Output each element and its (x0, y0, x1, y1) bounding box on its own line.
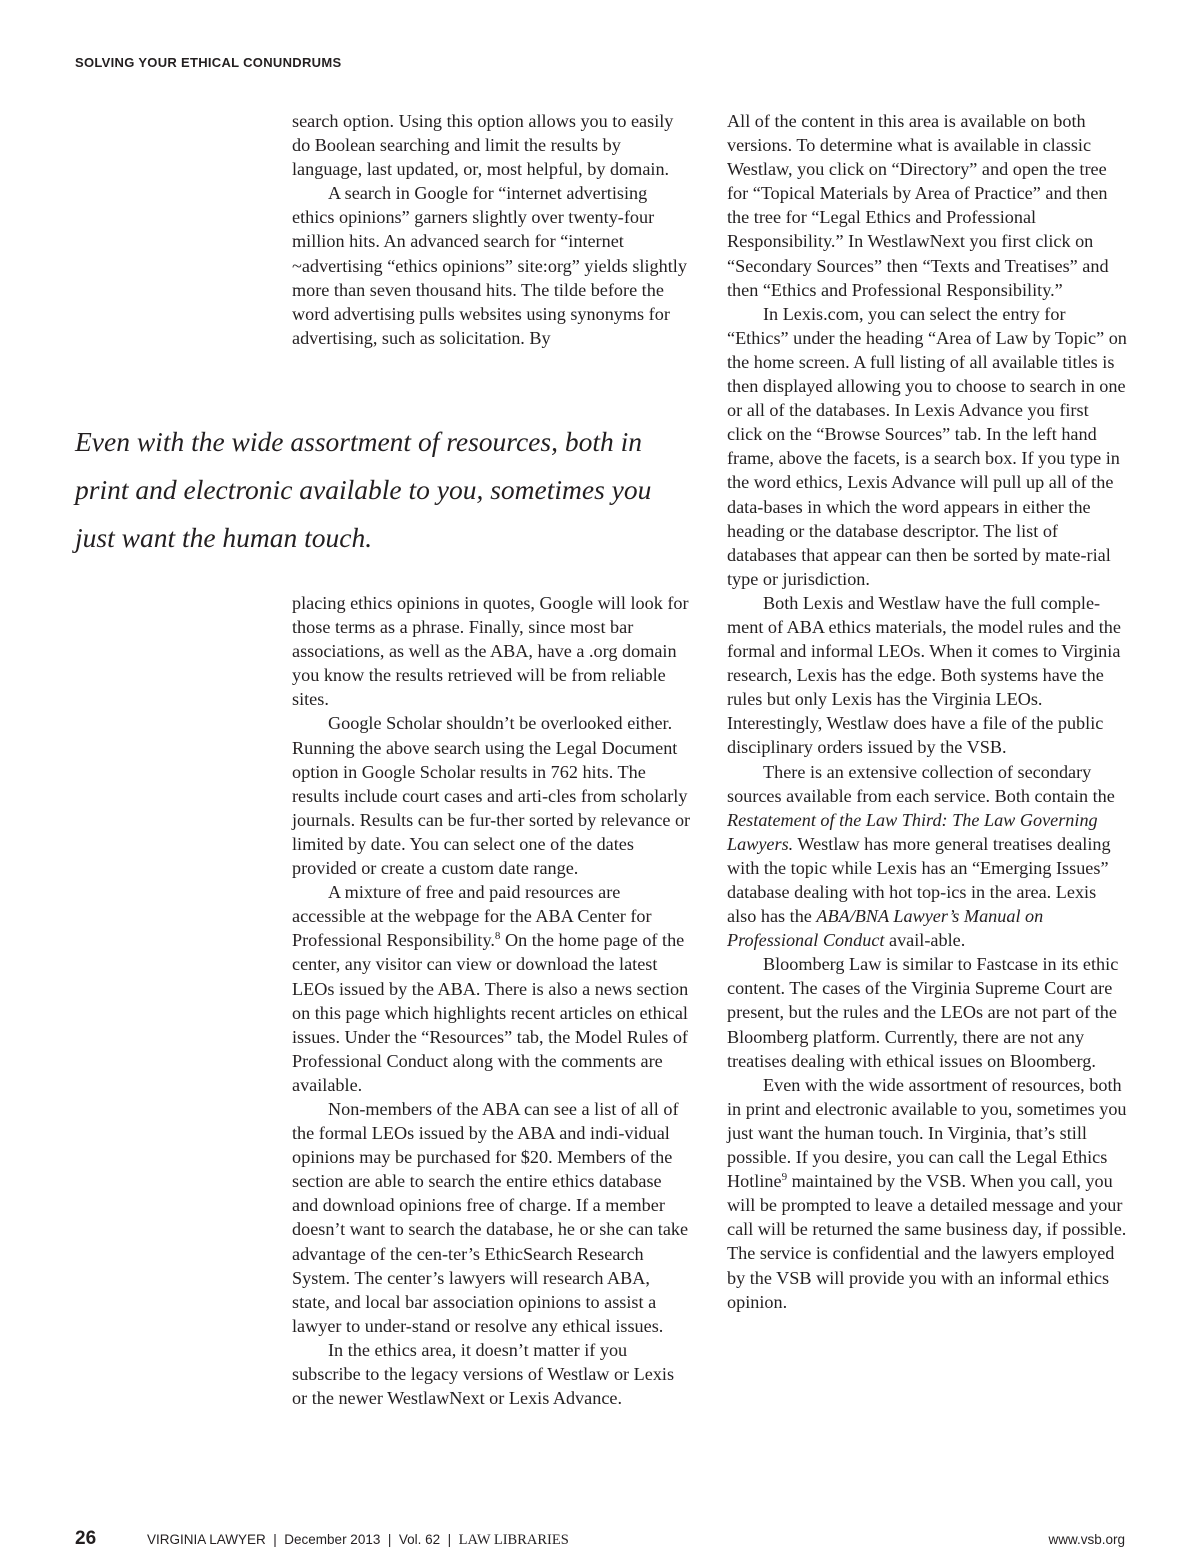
pull-quote-line: Even with the wide assortment of resources, both in (75, 426, 642, 457)
text-run: On the home page of the center, any visitor can view or download the latest LEOs issued by the ABA. There is also a news section on this page which highlights recent articles on ethical issues. Under the “Resources” tab, the Model Rules of Professional Conduct along with the comments are available. (292, 930, 689, 1095)
column-right (727, 109, 1127, 1314)
text-run: A mixture of free and paid resources are accessible at the webpage for the ABA Center for Professional Responsibility. (292, 882, 652, 951)
paragraph: Google Scholar shouldn’t be overlooked either. Running the above search using the Legal Document option in Google Scholar results in 762 hits. The results include court cases and arti-cles from scholarly journals. Results can be fur-ther sorted by relevance or limited by date. You can select one of the dates provided or create a custom date range. (292, 713, 691, 879)
text-run: There is an extensive collection of secondary sources available from each service. Both contain the (727, 761, 1115, 806)
book-title: ABA/BNA Lawyer’s Manual on Professional Conduct (727, 906, 1044, 951)
text-run: avail-able. (884, 930, 966, 951)
footnote-ref-9[interactable]: 9 (781, 1171, 788, 1184)
book-title: Restatement of the Law Third: The Law Governing Lawyers. (727, 809, 1098, 854)
publication-text: VIRGINIA LAWYER | December 2013 | Vol. 62 | (147, 1532, 459, 1547)
paragraph (727, 760, 1127, 953)
page-footer (0, 1528, 1200, 1556)
footnote-ref-8[interactable]: 8 (494, 930, 501, 943)
website-link[interactable]: www.vsb.org (1048, 1532, 1125, 1547)
paragraph: A search in Google for “internet advertising ethics opinions” garners slightly over twenty-four million hits. An advanced search for “internet ~advertising “ethics opinions” site:org” yields slightly more than seven thousand hits. The tilde before the word advertising pulls websites using synonyms for advertising, such as solicitation. By (292, 183, 687, 348)
paragraph: All of the content in this area is available on both versions. To determine what is available in classic Westlaw, you click on “Directory” and open the tree for “Topical Materials by Area of Practice” and then the tree for “Legal Ethics and Professional Responsibility.” In WestlawNext you first click on “Secondary Sources” then “Texts and Treatises” and then “Ethics and Professional Responsibility.” (727, 111, 1109, 300)
paragraph (727, 1073, 1127, 1314)
column-left-bottom (292, 591, 692, 1410)
pull-quote-line: just want the human touch. (75, 522, 373, 553)
paragraph: In Lexis.com, you can select the entry for “Ethics” under the heading “Area of Law by Topic” on the home screen. A full listing of all available titles is then displayed allowing you to choose to search in one or all of the databases. In Lexis Advance you first click on the “Browse Sources” tab. In the left hand frame, above the facets, is a search box. If you type in the word ethics, Lexis Advance will pull up all of the data-bases in which the word appears in either the heading or the database descriptor. The list of databases that appear can then be sorted by mate-rial type or jurisdiction. (727, 303, 1127, 589)
section-name: LAW LIBRARIES (458, 1532, 569, 1548)
text-run: Even with the wide assortment of resources, both in print and electronic available to you, sometimes you just want the human touch. In Virginia, that’s still possible. If you desire, you can call the Legal Ethics Hotline (727, 1074, 1127, 1192)
text-run: Westlaw has more general treatises dealing with the topic while Lexis has an “Emerging Issues” database dealing with hot top-ics in the area. Lexis also has the (727, 833, 1111, 927)
paragraph: Both Lexis and Westlaw have the full comple-ment of ABA ethics materials, the model rules and the formal and informal LEOs. When it comes to Virginia research, Lexis has the edge. Both systems have the rules but only Lexis has the Virginia LEOs. Interestingly, Westlaw does have a file of the public disciplinary orders issued by the VSB. (727, 592, 1121, 758)
paragraph: Non-members of the ABA can see a list of all of the formal LEOs issued by the ABA and indi-vidual opinions may be purchased for $20. Members of the section are able to search the entire ethics database and download opinions free of charge. If a member doesn’t want to search the database, he or she can take advantage of the cen-ter’s EthicSearch Research System. The center’s lawyers will research ABA, state, and local bar association opinions to assist a lawyer to under-stand or resolve any ethical issues. (292, 1098, 689, 1336)
pull-quote-line: print and electronic available to you, sometimes you (75, 474, 652, 505)
paragraph (292, 880, 692, 1097)
paragraph: In the ethics area, it doesn’t matter if you subscribe to the legacy versions of Westlaw or Lexis or the newer WestlawNext or Lexis Advance. (292, 1339, 675, 1409)
paragraph: placing ethics opinions in quotes, Google will look for those terms as a phrase. Finally, since most bar associations, as well as the ABA, have a .org domain you know the results retrieved will be from reliable sites. (292, 593, 689, 710)
paragraph: search option. Using this option allows you to easily do Boolean searching and limit the results by language, last updated, or, most helpful, by domain. (292, 111, 674, 180)
text-run: maintained by the VSB. When you call, you will be prompted to leave a detailed message and your call will be returned the same business day, if possible. The service is confidential and the lawyers employed by the VSB will provide you with an informal ethics opinion. (727, 1171, 1127, 1312)
pull-quote (75, 418, 715, 562)
running-header: SOLVING YOUR ETHICAL CONUNDRUMS (75, 55, 342, 70)
publication-info (147, 1532, 569, 1549)
column-left-top (292, 109, 692, 350)
paragraph: Bloomberg Law is similar to Fastcase in its ethic content. The cases of the Virginia Supreme Court are present, but the rules and the LEOs are not part of the Bloomberg platform. Currently, there are not any treatises dealing with ethical issues on Bloomberg. (727, 954, 1119, 1071)
page-number: 26 (75, 1528, 97, 1549)
